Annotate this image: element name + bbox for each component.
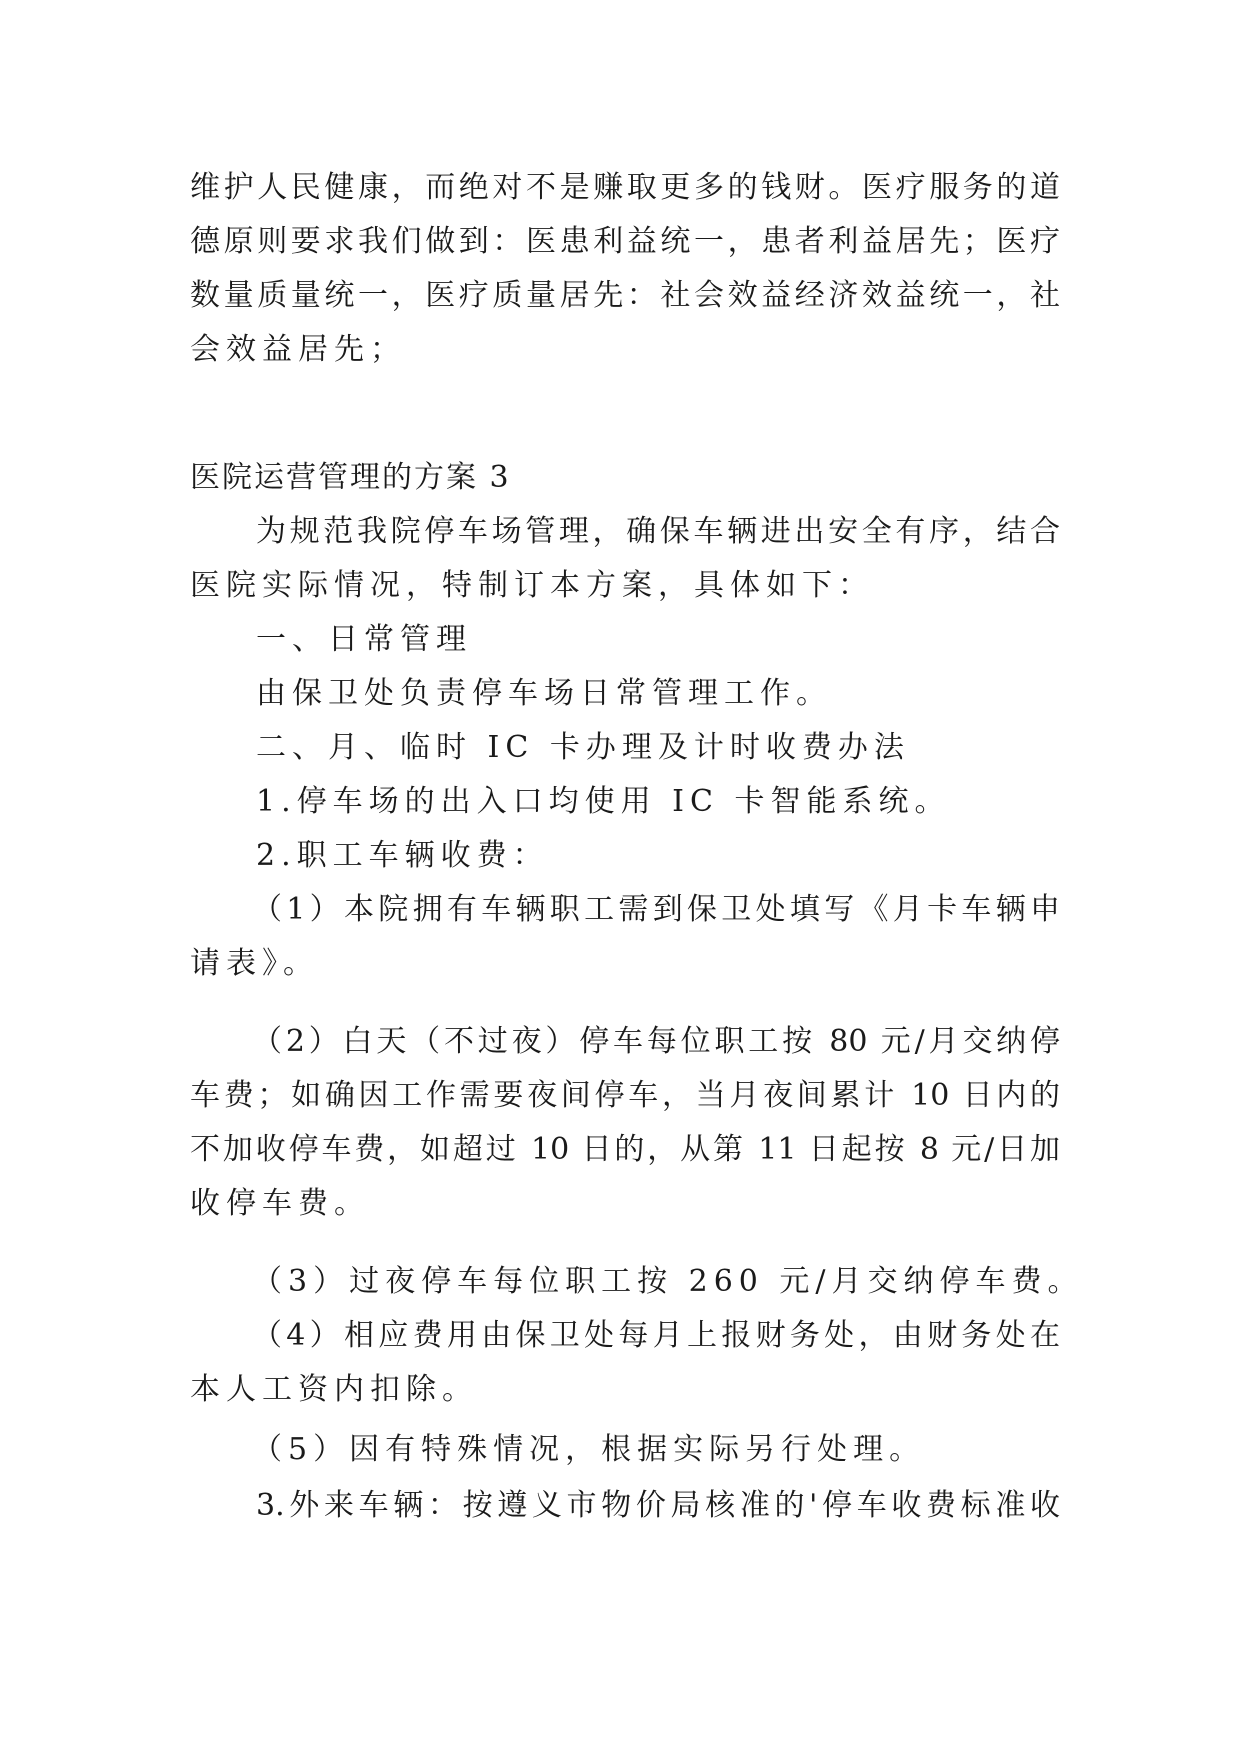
list-item: （2）白天（不过夜）停车每位职工按 80 元/月交纳停 (252, 1024, 1060, 1059)
paragraph-line: 收停车费。 (190, 1186, 370, 1221)
subsection-heading: 二、月、临时 IC 卡办理及计时收费办法 (256, 730, 910, 765)
paragraph-line: 数量质量统一，医疗质量居先：社会效益经济效益统一，社 (190, 278, 1060, 313)
paragraph-line: 请表》。 (190, 946, 319, 981)
list-item: （4）相应费用由保卫处每月上报财务处，由财务处在 (252, 1318, 1060, 1353)
subsection-heading: 一、日常管理 (256, 622, 472, 657)
list-item: （5）因有特殊情况，根据实际另行处理。 (252, 1432, 926, 1467)
list-item: 3.外来车辆：按遵义市物价局核准的'停车收费标准收 (256, 1488, 1060, 1523)
paragraph-line: 不加收停车费，如超过 10 日的，从第 11 日起按 8 元/日加 (190, 1132, 1060, 1167)
list-item: （3）过夜停车每位职工按 260 元/月交纳停车费。 (252, 1264, 1084, 1299)
paragraph-line: 会效益居先； (190, 332, 406, 367)
list-item: 2.职工车辆收费： (256, 838, 549, 873)
paragraph-line: 车费；如确因工作需要夜间停车，当月夜间累计 10 日内的 (190, 1078, 1060, 1113)
paragraph-line: 本人工资内扣除。 (190, 1372, 478, 1407)
section-heading: 医院运营管理的方案 3 (190, 460, 511, 495)
list-item: 1.停车场的出入口均使用 IC 卡智能系统。 (256, 784, 951, 819)
list-item: （1）本院拥有车辆职工需到保卫处填写《月卡车辆申 (252, 892, 1060, 927)
paragraph-line: 医院实际情况，特制订本方案，具体如下： (190, 568, 874, 603)
paragraph-line: 维护人民健康，而绝对不是赚取更多的钱财。医疗服务的道 (190, 170, 1060, 205)
paragraph-line: 为规范我院停车场管理，确保车辆进出安全有序，结合 (256, 514, 1060, 549)
paragraph-line: 德原则要求我们做到：医患利益统一，患者利益居先；医疗 (190, 224, 1060, 259)
paragraph-line: 由保卫处负责停车场日常管理工作。 (256, 676, 832, 711)
